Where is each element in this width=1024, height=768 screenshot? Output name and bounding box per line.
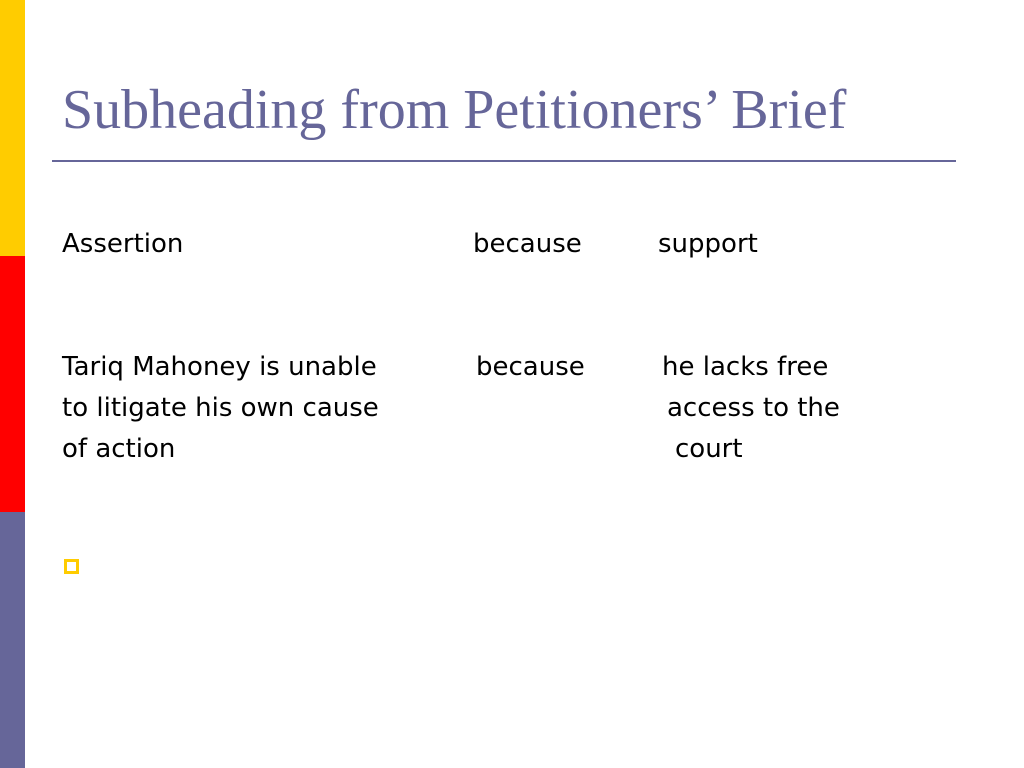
example-because: because [476, 352, 585, 382]
support-line-3: court [675, 434, 743, 464]
side-bar-red [0, 256, 25, 512]
side-bar-blue [0, 512, 25, 768]
header-because: because [473, 229, 582, 259]
assertion-line-2: to litigate his own cause [62, 393, 379, 423]
support-line-2: access to the [667, 393, 840, 423]
title-divider [52, 160, 956, 162]
assertion-line-1: Tariq Mahoney is unable [62, 352, 377, 382]
slide-title: Subheading from Petitioners’ Brief [62, 79, 847, 141]
assertion-line-3: of action [62, 434, 176, 464]
header-support: support [658, 229, 758, 259]
side-bar-yellow [0, 0, 25, 256]
support-line-1: he lacks free [662, 352, 829, 382]
square-bullet-icon [64, 559, 79, 574]
header-assertion: Assertion [62, 229, 184, 259]
